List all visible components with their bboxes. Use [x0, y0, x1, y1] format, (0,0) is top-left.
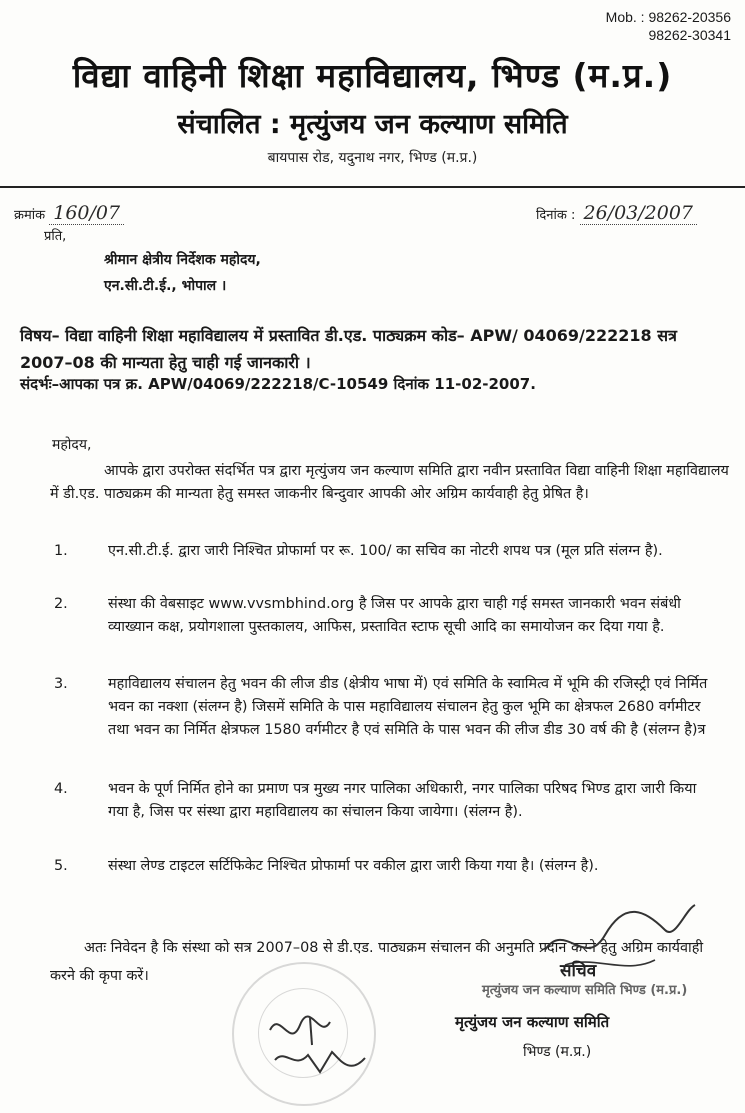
signatory-city: भिण्ड (म.प्र.): [523, 1044, 592, 1060]
letter-number: [14, 202, 124, 224]
addressee-line-1: श्रीमान क्षेत्रीय निर्देशक महोदय,: [104, 252, 261, 268]
list-item-text: भवन के पूर्ण निर्मित होने का प्रमाण पत्र मुख्य नगर पालिका अधिकारी, नगर पालिका परिषद भिण्ड द्वारा जारी किया गया है, जिस पर संस्था द्वारा महाविद्यालय का संचालन किया जायेगा। (संलग्न है).: [108, 781, 697, 820]
list-item-number: 3.: [54, 676, 68, 692]
designation: सचिव: [560, 961, 597, 981]
mobile-number-2: 98262-30341: [648, 27, 731, 43]
list-item-text: एन.सी.टी.ई. द्वारा जारी निश्चित प्रोफार्मा पर रू. 100/ का सचिव का नोटरी शपथ पत्र (मूल प्रति संलग्न है).: [108, 543, 663, 559]
list-item-text: संस्था लेण्ड टाइटल सर्टिफिकेट निश्चित प्रोफार्मा पर वकील द्वारा जारी किया गया है। (संलग्न है).: [108, 858, 599, 874]
college-name: विद्या वाहिनी शिक्षा महाविद्यालय, भिण्ड (म.प्र.): [72, 56, 673, 95]
list-item-number: 2.: [54, 596, 68, 612]
letter-date-value: 26/03/2007: [580, 202, 698, 225]
letter-date-label: दिनांक :: [536, 208, 576, 223]
college-address: बायपास रोड, यदुनाथ नगर, भिण्ड (म.प्र.): [267, 150, 478, 166]
society-stamp: मृत्युंजय जन कल्याण समिति भिण्ड (म.प्र.): [482, 983, 688, 998]
salutation: महोदय,: [52, 437, 92, 453]
list-item-text: संस्था की वेबसाइट www.vvsmbhind.org है जिस पर आपके द्वारा चाही गई समस्त जानकारी भवन संबंधी व्याख्यान कक्ष, प्रयोगशाला पुस्तकालय, आफिस, प्रस्तावित स्टाफ सूची आदि का समायोजन कर दिया गया है.: [108, 596, 681, 635]
list-item-number: 4.: [54, 781, 68, 797]
signatory-organisation: मृत्युंजय जन कल्याण समिति: [455, 1013, 610, 1031]
addressee-line-2: एन.सी.टी.ई., भोपाल ।: [104, 278, 227, 294]
closing-paragraph: अतः निवेदन है कि संस्था को सत्र 2007–08 से डी.एड. पाठ्यक्रम संचालन की अनुमति प्रदान करने हेतु अग्रिम कार्यवाही करने की कृपा करें।: [50, 940, 704, 984]
list-item-text: महाविद्यालय संचालन हेतु भवन की लीज डीड (क्षेत्रीय भाषा में) एवं समिति के स्वामित्व में भूमि की रजिस्ट्री एवं निर्मित भवन का नक्शा (संलग्न है) जिसमें समिति के पास महाविद्यालय संचालन हेतु कुल भूमि का क्षेत्रफल 2680 वर्गमीटर तथा भवन का निर्मित क्षेत्रफल 1580 वर्गमीटर है एवं समिति के पास भवन की लीज डीड 30 वर्ष की है (संलग्न है)त्र: [108, 676, 708, 738]
subject-line: विषय– विद्या वाहिनी शिक्षा महाविद्यालय में प्रस्तावित डी.एड. पाठ्यक्रम कोड– APW/ 04069/222218 सत्र 2007–08 की मान्यता हेतु चाही गई जानकारी ।: [20, 326, 677, 372]
handwritten-signature-left: [250, 1000, 390, 1090]
reference-line: संदर्भः–आपका पत्र क्र. APW/04069/222218/C-10549 दिनांक 11-02-2007.: [20, 375, 536, 393]
list-item-number: 1.: [54, 543, 68, 559]
header-divider: [0, 186, 745, 188]
letter-number-label: क्रमांक: [14, 208, 46, 223]
intro-paragraph: आपके द्वारा उपरोक्त संदर्भित पत्र द्वारा मृत्युंजय जन कल्याण समिति द्वारा नवीन प्रस्तावित विद्या वाहिनी शिक्षा महाविद्यालय में डी.एड. पाठ्यक्रम की मान्यता हेतु समस्त जाकनीर बिन्दुवार आपकी ओर अग्रिम कार्यवाही हेतु प्रेषित है।: [50, 463, 729, 502]
letter-number-value: 160/07: [49, 202, 124, 225]
letter-date: [536, 202, 697, 224]
managing-society: संचालित : मृत्युंजय जन कल्याण समिति: [177, 109, 568, 140]
to-label: प्रति,: [44, 229, 67, 244]
list-item-number: 5.: [54, 858, 68, 874]
mobile-number-1: Mob. : 98262-20356: [605, 9, 731, 25]
mobile-numbers: [606, 8, 731, 44]
